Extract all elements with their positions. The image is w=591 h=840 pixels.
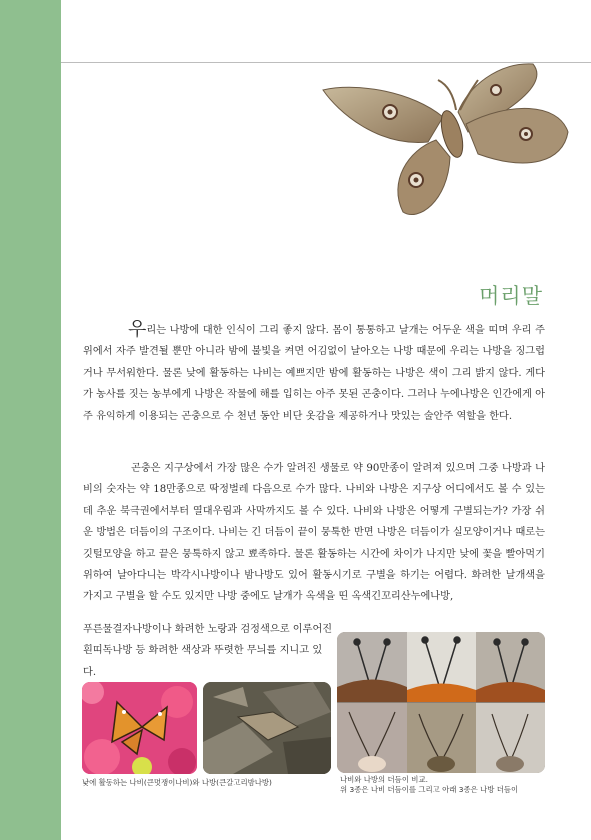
paragraph-colors: 푸른물결자나방이나 화려한 노랑과 검정색으로 이루어진 흰띠독나방 등 화려한 색상과 뚜렷한 무늬를 지니고 있다. bbox=[83, 624, 333, 678]
caption-right-line1: 나비와 나방의 더듬이 비교. bbox=[340, 775, 428, 784]
butterfly-photo bbox=[82, 682, 197, 774]
photo-caption-right bbox=[340, 775, 570, 795]
paragraph-insects-text: 곤충은 지구상에서 가장 많은 수가 알려진 생물로 약 90만종이 알려져 있으며 그중 나방과 나비의 숫자는 약 18만종으로 딱정벌레 다음으로 수가 많다. 나비와 나방은 지구상 어디에서도 볼 수 있는데 추운 북극권에서부터 열대우림과 사막까지도 볼 수 있다. 나비와 나방은 어떻게 구별되는가? 가장 쉬운 방법은 더듬이의 구조이다. 나비는 긴 더듬이 끝이 뭉툭한 반면 나방은 더듬이가 실모양이거나 때로는 깃털모양을 하고 끝은 뭉툭하지 않고 뾰족하다. 물론 활동하는 시간에 차이가 나지만 낮에 꽃을 빨아먹기 위하여 날아다니는 박각시나방이나 밤나방도 있어 활동시기로 구별을 하기는 어렵다. 화려한 날개색을 가지고 구별을 할 수도 있지만 나방 중에도 날개가 옥색을 띤 옥색긴꼬리산누에나방, bbox=[83, 463, 545, 603]
drop-cap: 우 bbox=[128, 318, 147, 340]
photo-caption-left: 낮에 활동하는 나비(큰멋쟁이나비)와 나방(큰갈고리밤나방) bbox=[82, 778, 272, 787]
caption-right-line2: 위 3종은 나비 더듬이를 그리고 아래 3종은 나방 더듬이 bbox=[340, 785, 519, 794]
page-heading: 머리말 bbox=[479, 284, 543, 308]
paragraph-intro-text: 리는 나방에 대한 인식이 그리 좋지 않다. 몸이 통통하고 날개는 어두운 색을 띠며 우리 주위에서 자주 발견될 뿐만 아니라 밤에 불빛을 켜면 어김없이 날아오는 나방 때문에 우리는 나방을 징그럽거나 무서워한다. 물론 낮에 활동하는 나비는 예쁘지만 밤에 활동하는 나방은 색이 그리 밝지 않다. 게다가 농사를 짓는 농부에게 나방은 작물에 해를 입히는 아주 못된 곤충이다. 그러나 누에나방은 인간에게 아주 유익하게 이용되는 곤충으로 수 천년 동안 비단 옷감을 제공하거나 맛있는 술안주 역할을 한다. bbox=[83, 325, 545, 422]
paragraph-intro bbox=[83, 320, 545, 427]
paragraph-insects bbox=[83, 458, 545, 608]
side-color-band bbox=[0, 0, 61, 840]
moth-photo bbox=[203, 682, 331, 774]
antenna-comparison-photo bbox=[337, 632, 545, 773]
moth-illustration bbox=[318, 62, 573, 227]
